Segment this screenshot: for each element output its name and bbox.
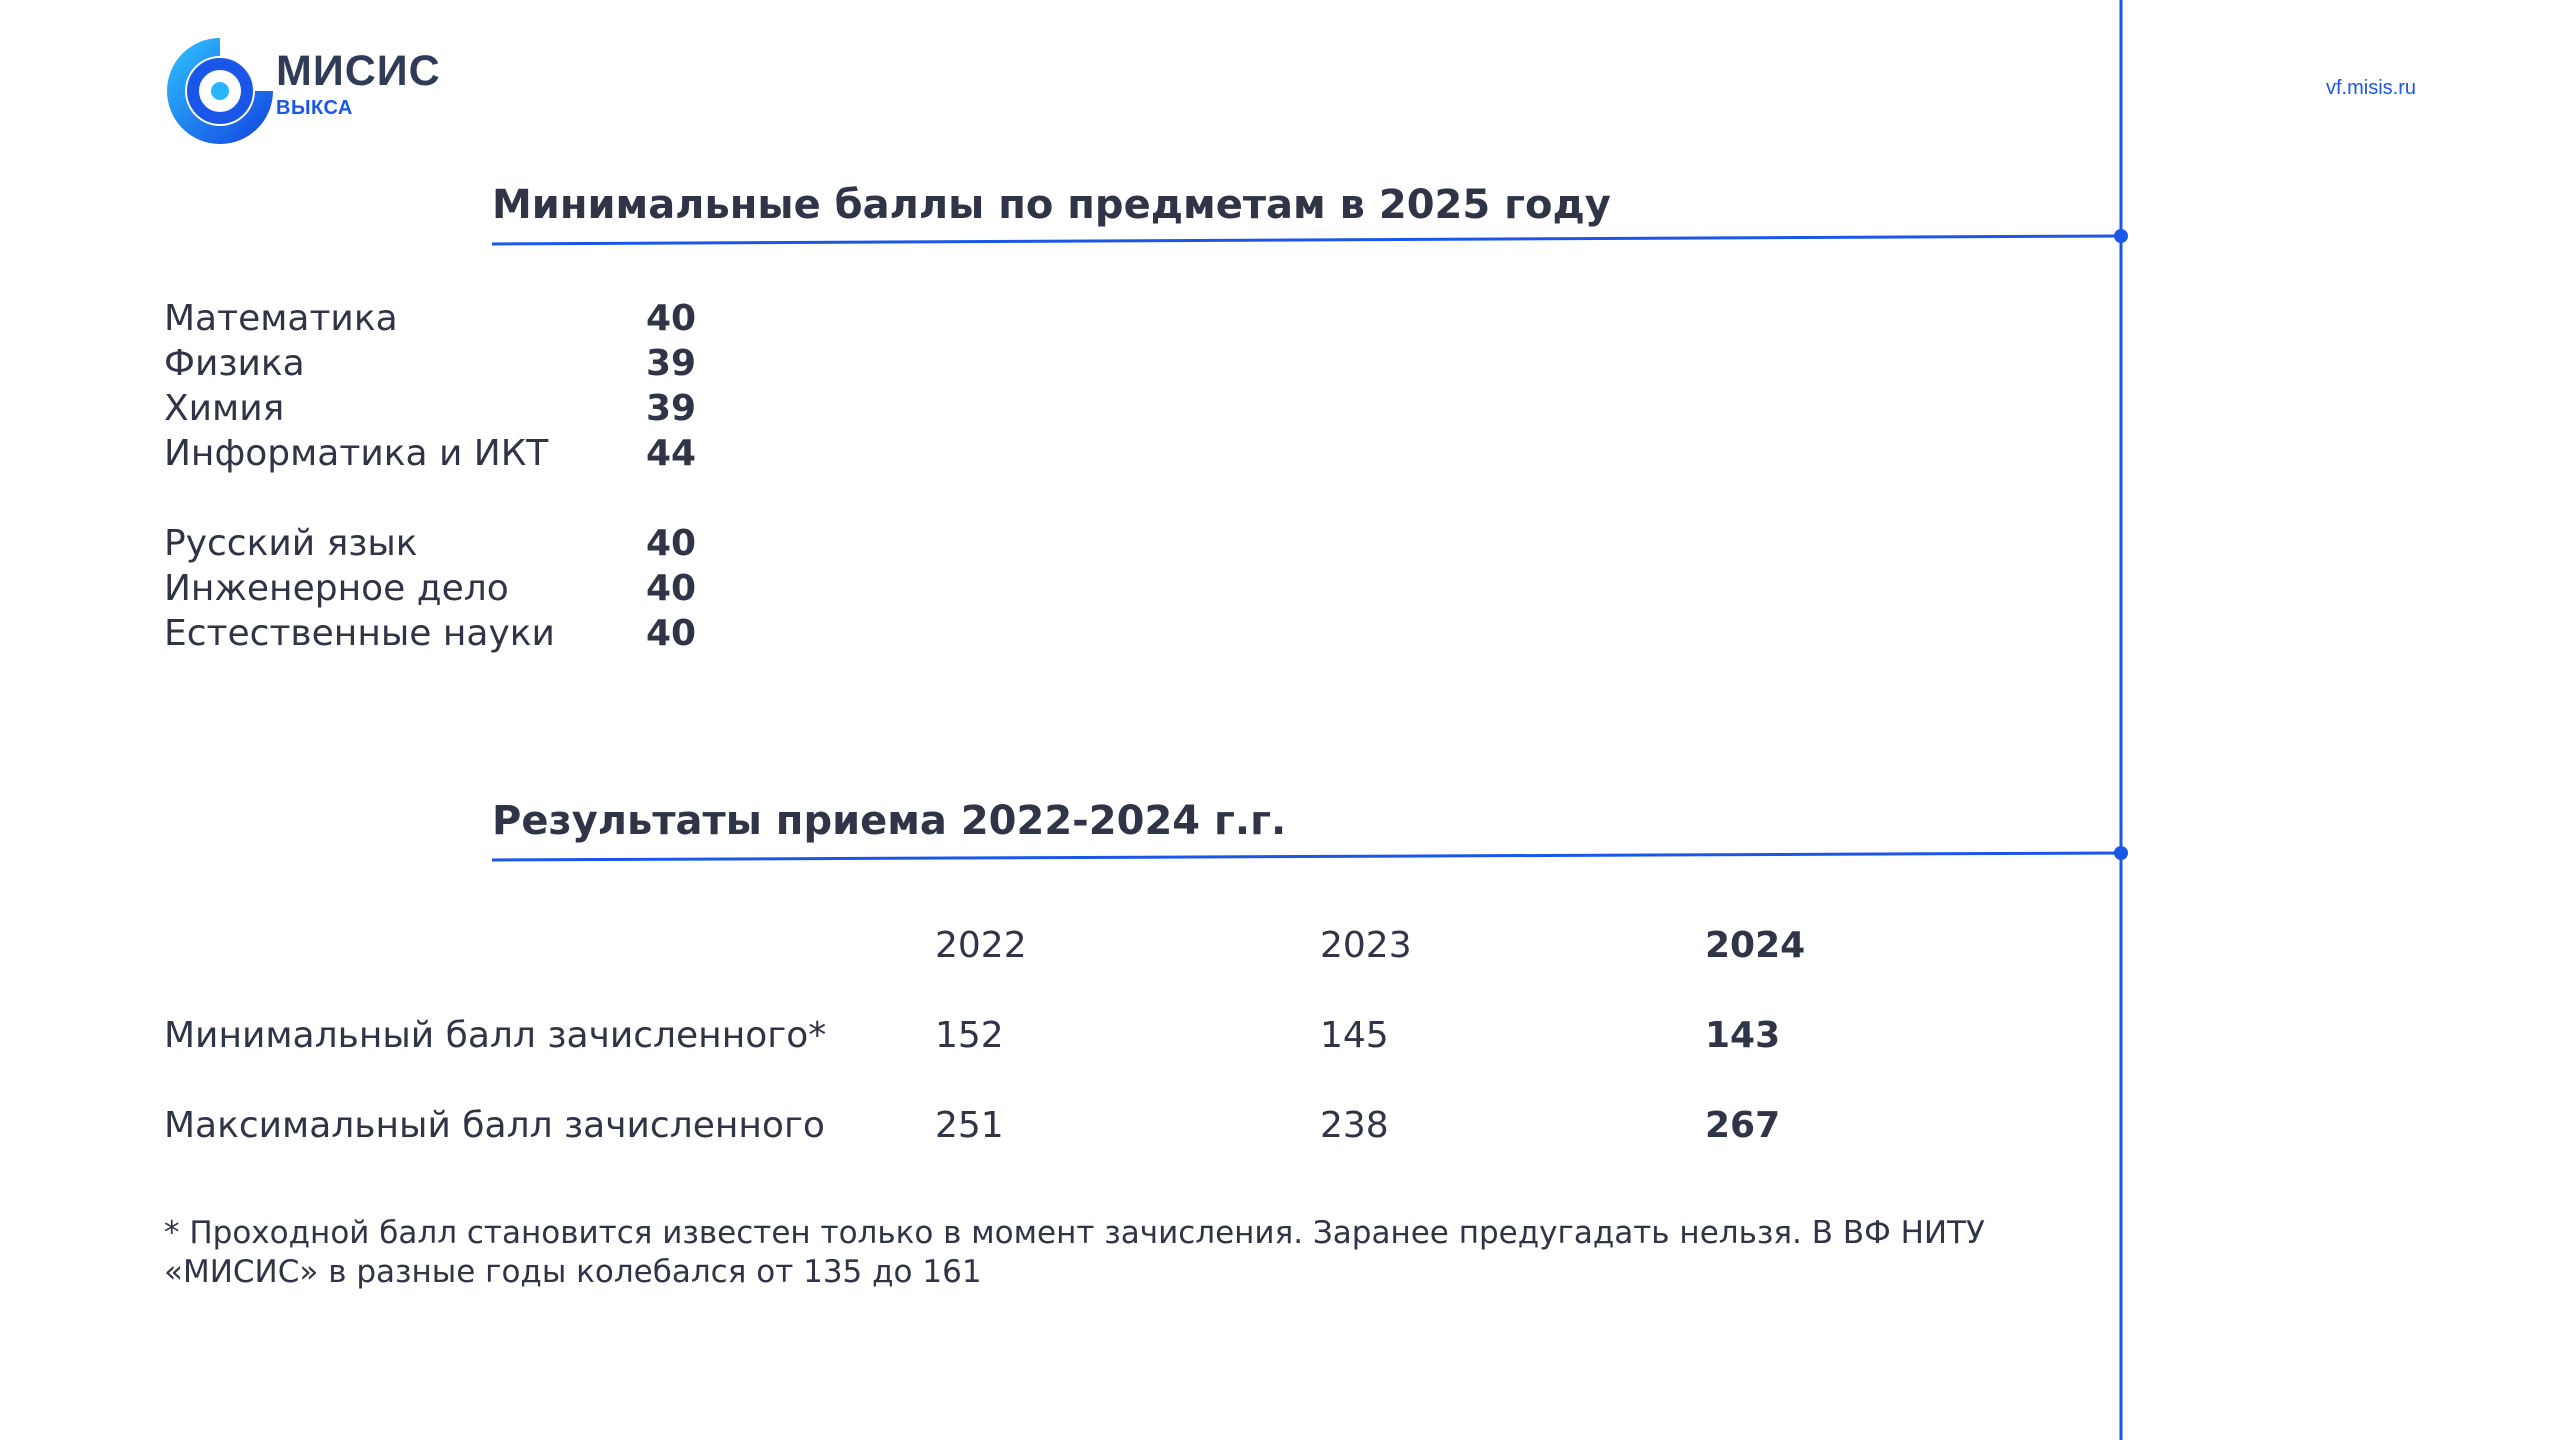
subject-list xyxy=(164,296,696,656)
subject-name: Математика xyxy=(164,298,398,339)
results-header-row xyxy=(164,900,1905,990)
site-url-link[interactable]: vf.misis.ru xyxy=(2326,77,2416,99)
cell-value: 145 xyxy=(1320,1014,1389,1056)
title-1-underline xyxy=(492,236,2121,244)
subject-score: 39 xyxy=(646,388,697,429)
subject-score: 40 xyxy=(646,613,697,654)
subject-name: Химия xyxy=(164,388,285,429)
subject-group-main xyxy=(164,296,696,476)
subject-row xyxy=(164,296,696,341)
subject-row xyxy=(164,566,696,611)
subject-score: 40 xyxy=(646,523,697,564)
subject-group-extra xyxy=(164,521,696,656)
misis-logo-icon xyxy=(163,34,278,149)
row-label: Максимальный балл зачисленного xyxy=(164,1104,825,1146)
subject-row xyxy=(164,611,696,656)
cell-value: 238 xyxy=(1320,1104,1389,1146)
subject-name: Физика xyxy=(164,343,305,384)
logo-wordmark xyxy=(276,47,441,120)
subject-row xyxy=(164,521,696,566)
title-2-underline xyxy=(492,853,2121,860)
subject-name: Инженерное дело xyxy=(164,568,509,609)
cell-value: 143 xyxy=(1705,1014,1781,1056)
subject-score: 40 xyxy=(646,568,697,609)
subject-name: Информатика и ИКТ xyxy=(164,433,549,474)
logo-name: МИСИС xyxy=(276,47,441,95)
year-header: 2023 xyxy=(1320,924,1412,966)
cell-value: 251 xyxy=(935,1104,1004,1146)
cell-value: 267 xyxy=(1705,1104,1781,1146)
subject-score: 40 xyxy=(646,298,697,339)
logo-subtitle: ВЫКСА xyxy=(276,97,353,119)
subject-name: Естественные науки xyxy=(164,613,555,654)
subject-row xyxy=(164,431,696,476)
subject-name: Русский язык xyxy=(164,523,418,564)
row-label: Минимальный балл зачисленного* xyxy=(164,1014,827,1056)
table-row xyxy=(164,990,1905,1080)
section-title-min-scores: Минимальные баллы по предметам в 2025 году xyxy=(492,182,1611,228)
title-1-dot xyxy=(2114,229,2128,243)
cell-value: 152 xyxy=(935,1014,1004,1056)
subject-score: 39 xyxy=(646,343,697,384)
section-title-admission-results: Результаты приема 2022-2024 г.г. xyxy=(492,798,1287,844)
table-row xyxy=(164,1080,1905,1170)
year-header: 2022 xyxy=(935,924,1027,966)
subject-row xyxy=(164,386,696,431)
title-2-dot xyxy=(2114,846,2128,860)
results-table xyxy=(164,900,1905,1170)
subject-score: 44 xyxy=(646,433,697,474)
year-header: 2024 xyxy=(1705,924,1806,966)
footnote: * Проходной балл становится известен только в момент зачисления. Заранее предугадать нельзя. В ВФ НИТУ «МИСИС» в разные годы колебался от 135 до 161 xyxy=(164,1215,1985,1290)
subject-row xyxy=(164,341,696,386)
